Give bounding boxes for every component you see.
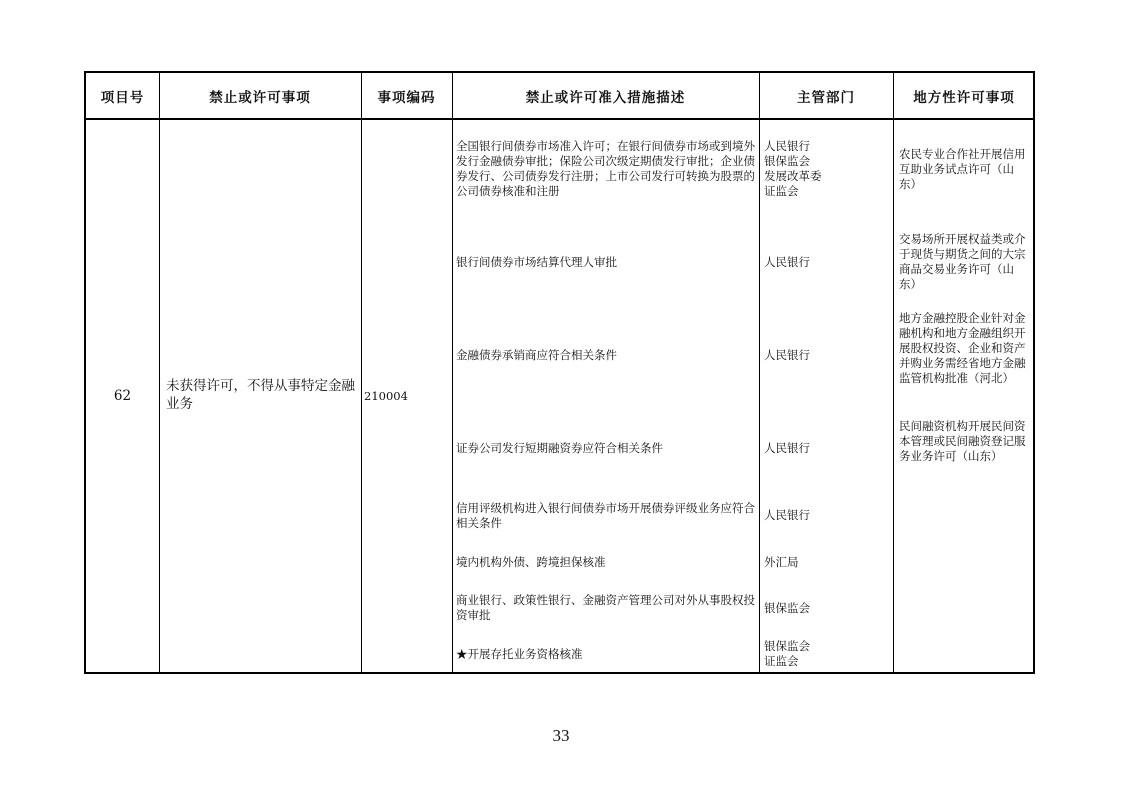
column-divider — [361, 73, 362, 672]
department: 人民银行 — [764, 441, 810, 455]
local-item: 交易场所开展权益类或介于现货与期货之间的大宗商品交易业务许可（山东） — [899, 232, 1026, 291]
department: 人民银行 — [764, 508, 810, 522]
local-item: 农民专业合作社开展信用互助业务试点许可（山东） — [899, 147, 1026, 191]
measure-desc: 银行间债券市场结算代理人审批 — [456, 255, 617, 269]
header-department: 主管部门 — [797, 90, 855, 106]
item-number: 62 — [113, 388, 132, 404]
header-item-number: 项目号 — [100, 90, 145, 106]
measure-desc: 全国银行间债券市场准入许可；在银行间债券市场或到境外发行金融债券审批；保险公司次级定期债发行审批；企业债券发行、公司债券发行注册；上市公司发行可转换为股票的公司债券核准和注册 — [456, 139, 755, 198]
column-divider — [159, 73, 160, 672]
permit-table — [84, 71, 1035, 674]
measure-desc: 境内机构外债、跨境担保核准 — [456, 555, 606, 569]
measure-desc: 商业银行、政策性银行、金融资产管理公司对外从事股权投资审批 — [456, 593, 755, 622]
page-number: 33 — [552, 726, 570, 745]
local-item: 地方金融控股企业针对金融机构和地方金融组织开展股权投资、企业和资产并购业务需经省地方金融监管机构批准（河北） — [899, 311, 1026, 385]
header-local-items: 地方性许可事项 — [913, 90, 1015, 106]
column-divider — [759, 73, 760, 672]
header-item: 禁止或许可事项 — [209, 90, 311, 106]
measure-desc: 信用评级机构进入银行间债券市场开展债券评级业务应符合相关条件 — [456, 501, 755, 530]
local-item: 民间融资机构开展民间资本管理或民间融资登记服务业务许可（山东） — [899, 419, 1026, 463]
item-title: 未获得许可，不得从事特定金融业务 — [166, 378, 355, 412]
item-code: 210004 — [364, 389, 408, 403]
measure-desc: 金融债券承销商应符合相关条件 — [456, 348, 617, 362]
header-code: 事项编码 — [377, 90, 436, 106]
department: 外汇局 — [764, 555, 799, 569]
column-divider — [893, 73, 894, 672]
department: 银保监会 证监会 — [764, 639, 810, 668]
department: 银保监会 — [764, 601, 810, 615]
header-measures: 禁止或许可准入措施描述 — [525, 90, 686, 106]
column-divider — [452, 73, 453, 672]
measure-desc: 证券公司发行短期融资券应符合相关条件 — [456, 441, 663, 455]
department: 人民银行 — [764, 255, 810, 269]
measure-desc: ★开展存托业务资格核准 — [456, 647, 583, 661]
department: 人民银行 银保监会 发展改革委 证监会 — [764, 139, 822, 198]
department: 人民银行 — [764, 348, 810, 362]
